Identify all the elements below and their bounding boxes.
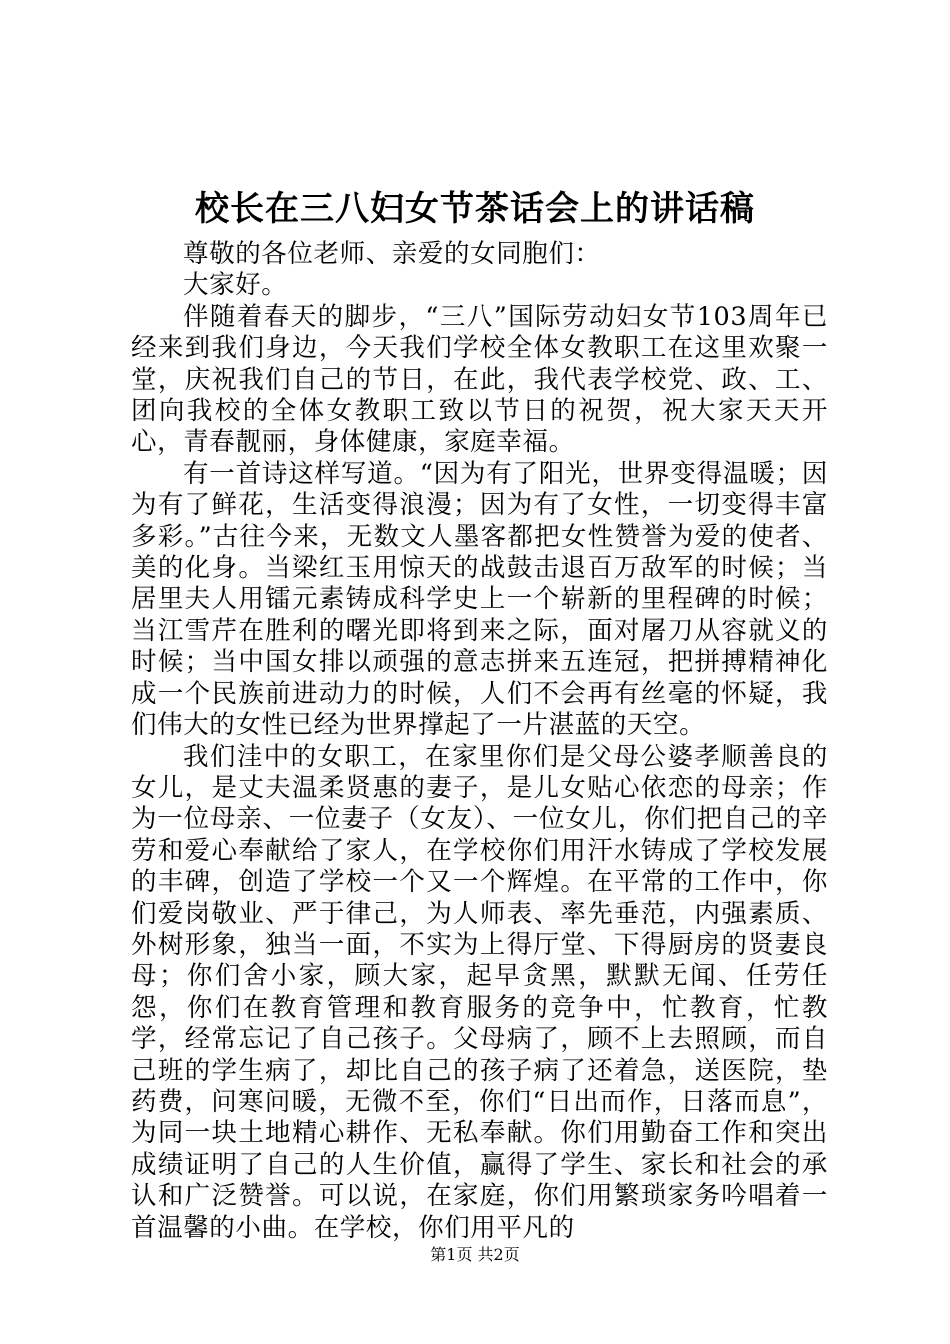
greeting-paragraph: 大家好。 [183, 270, 288, 301]
body-paragraph: 伴随着春天的脚步，“三八”国际劳动妇女节103周年已经来到我们身边，今天我们学校全体女教职工在这里欢聚一堂，庆祝我们自己的节日，在此，我代表学校党、政、工、团向我校的全体女教职工致以节日的祝贺，祝大家天天开心，青春靓丽，身体健康，家庭幸福。 [131, 301, 828, 458]
salutation-paragraph: 尊敬的各位老师、亲爱的女同胞们： [183, 239, 601, 269]
document-body [131, 239, 828, 1244]
page-number-footer: 第1页 共2页 [430, 1245, 520, 1264]
document-title: 校长在三八妇女节茶话会上的讲话稿 [195, 189, 755, 229]
body-paragraph: 有一首诗这样写道。“因为有了阳光，世界变得温暖；因为有了鲜花，生活变得浪漫；因为有了女性，一切变得丰富多彩。”古往今来，无数文人墨客都把女性赞誉为爱的使者、美的化身。当梁红玉用惊天的战鼓击退百万敌军的时候；当居里夫人用镭元素铸成科学史上一个崭新的里程碑的时候；当江雪芹在胜利的曙光即将到来之际，面对屠刀从容就义的时候；当中国女排以顽强的意志拼来五连冠，把拼搏精神化成一个民族前进动力的时候，人们不会再有丝毫的怀疑，我们伟大的女性已经为世界撑起了一片湛蓝的天空。 [131, 458, 828, 741]
body-paragraph: 我们洼中的女职工，在家里你们是父母公婆孝顺善良的女儿，是丈夫温柔贤惠的妻子，是儿女贴心依恋的母亲；作为一位母亲、一位妻子（女友）、一位女儿，你们把自己的辛劳和爱心奉献给了家人，在学校你们用汗水铸成了学校发展的丰碑，创造了学校一个又一个辉煌。在平常的工作中，你们爱岗敬业、严于律己，为人师表、率先垂范，内强素质、外树形象，独当一面，不实为上得厅堂、下得厨房的贤妻良母；你们舍小家，顾大家，起早贪黑，默默无闻、任劳任怨，你们在教育管理和教育服务的竞争中，忙教育，忙教学，经常忘记了自己孩子。父母病了，顾不上去照顾，而自己班的学生病了，却比自己的孩子病了还着急，送医院，垫药费，问寒问暖，无微不至，你们“日出而作，日落而息”，为同一块土地精心耕作、无私奉献。你们用勤奋工作和突出成绩证明了自己的人生价值，赢得了学生、家长和社会的承认和广泛赞誉。可以说，在家庭，你们用繁琐家务吟唱着一首温馨的小曲。在学校，你们用平凡的 [131, 741, 828, 1243]
